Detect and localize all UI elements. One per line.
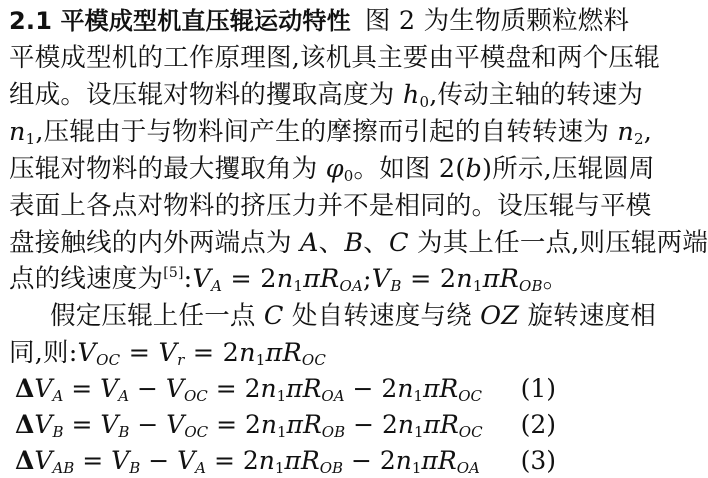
math-sub: OC	[458, 423, 483, 441]
citation-ref: [5]	[163, 265, 184, 281]
math-var: n	[258, 446, 275, 475]
body-text: 、	[363, 228, 389, 258]
math-sub: 0	[419, 93, 430, 111]
body-text: 图 2 为生物质颗粒燃料	[364, 6, 630, 36]
math-sub: OB	[518, 277, 543, 295]
equation-number: (1)	[520, 374, 556, 403]
body-text: 、	[318, 228, 345, 258]
body-line	[9, 226, 708, 260]
math-sub: OA	[321, 387, 345, 405]
math-sub: OC	[301, 351, 327, 369]
math-sub: 1	[293, 277, 304, 295]
math-var: πR	[265, 338, 302, 368]
body-text: 为其上任一点,则压辊两端	[408, 228, 708, 258]
math-sub: OC	[184, 423, 209, 441]
math-var: V	[100, 374, 119, 403]
equation-3	[15, 444, 590, 478]
math-op: = 2	[207, 374, 261, 403]
body-text: 假定压辊上任一点	[50, 301, 264, 331]
body-line	[9, 41, 660, 75]
math-var: n	[456, 264, 473, 294]
body-line	[50, 299, 656, 333]
math-op: =	[63, 410, 101, 439]
math-sub: B	[118, 423, 130, 441]
math-op: −	[140, 446, 178, 475]
math-var: n	[276, 264, 294, 294]
math-sub: A	[52, 387, 64, 405]
math-sub: A	[211, 277, 223, 295]
math-var: b	[465, 154, 483, 184]
math-var: n	[239, 338, 256, 368]
body-text: 盘接触线的内外两端点为	[9, 228, 301, 258]
section-heading-line	[9, 4, 630, 38]
math-var: n	[617, 117, 635, 147]
math-sub: OB	[321, 423, 346, 441]
body-text: 旋转速度相	[519, 301, 656, 331]
math-var: V	[34, 446, 53, 475]
equation-number: (3)	[520, 446, 556, 475]
math-var: h	[402, 80, 420, 110]
body-text: 表面上各点对物料的挤压力并不是相同的。设压辊与平模	[9, 191, 652, 221]
math-sub: 1	[274, 459, 285, 477]
math-op: = 2	[401, 264, 457, 294]
math-sub: OC	[96, 351, 121, 369]
math-var: n	[260, 410, 277, 439]
math-op: =	[63, 374, 101, 403]
math-var: n	[9, 117, 26, 147]
math-var: πR	[423, 410, 459, 439]
body-text: ;	[362, 264, 372, 294]
math-op: = 2	[184, 338, 240, 368]
equation-1	[15, 372, 590, 406]
math-sub: 1	[255, 351, 266, 369]
math-sub: 1	[411, 459, 422, 477]
math-sub: 1	[276, 423, 287, 441]
math-sub: B	[390, 277, 402, 295]
math-op: = 2	[222, 264, 277, 294]
math-sub: B	[129, 459, 141, 477]
math-sub: OA	[456, 459, 480, 477]
math-var: n	[397, 374, 414, 403]
math-var: V	[166, 410, 185, 439]
math-sub: 1	[413, 423, 424, 441]
math-var: n	[395, 446, 412, 475]
equation-2	[15, 408, 590, 442]
body-text: 压辊对物料的最大攫取角为	[9, 154, 326, 184]
equation-number: (2)	[520, 410, 556, 439]
math-op: − 2	[344, 374, 398, 403]
body-line	[9, 152, 655, 186]
body-line	[9, 262, 593, 296]
body-text: 。如图 2(	[353, 154, 466, 184]
section-number: 2.1	[9, 7, 53, 35]
body-line	[9, 78, 644, 112]
math-sub: 1	[413, 387, 423, 405]
body-line	[9, 189, 652, 223]
math-sub: B	[52, 423, 64, 441]
body-text: 平模成型机的工作原理图,该机具主要由平模盘和两个压辊	[9, 43, 660, 73]
body-line	[9, 115, 653, 149]
math-delta: Δ	[15, 410, 35, 439]
math-var: V	[77, 338, 97, 368]
math-var: πR	[303, 264, 340, 294]
math-op: − 2	[345, 410, 398, 439]
math-var: A	[300, 228, 319, 258]
math-sub: OB	[319, 459, 344, 477]
math-var: V	[177, 446, 196, 475]
math-var: φ	[325, 154, 344, 184]
math-var: V	[34, 410, 53, 439]
math-var: πR	[286, 374, 322, 403]
math-sub: AB	[52, 459, 75, 477]
math-sub: A	[195, 459, 207, 477]
body-text: 组成。设压辊对物料的攫取高度为	[9, 80, 403, 110]
math-sub: OC	[458, 387, 483, 405]
math-var: V	[165, 374, 184, 403]
math-sub: r	[177, 351, 185, 369]
body-text: ,	[643, 117, 653, 147]
math-var: B	[344, 228, 364, 258]
math-var: n	[260, 374, 277, 403]
math-var: V	[111, 446, 130, 475]
body-text: )所示,压辊圆周	[482, 154, 655, 184]
math-delta: Δ	[15, 446, 35, 475]
math-var: V	[192, 264, 212, 294]
math-var: πR	[421, 446, 457, 475]
math-op: −	[129, 410, 167, 439]
body-line	[9, 336, 593, 370]
math-op: =	[120, 338, 159, 368]
math-op: = 2	[208, 410, 261, 439]
math-op: − 2	[343, 446, 396, 475]
math-var: V	[34, 374, 53, 403]
body-text: ,压辊由于与物料间产生的摩擦而引起的自转转速为	[35, 117, 618, 147]
math-var: πR	[422, 374, 459, 403]
math-sub: 0	[343, 167, 354, 185]
body-text: 。	[542, 264, 569, 294]
math-sub: 2	[634, 130, 644, 148]
math-sub: 1	[276, 387, 287, 405]
math-sub: A	[118, 387, 130, 405]
body-text: ,传动主轴的转速为	[429, 80, 644, 110]
math-op: = 2	[206, 446, 259, 475]
math-var: n	[397, 410, 414, 439]
math-sub: 1	[472, 277, 483, 295]
math-var: πR	[286, 410, 322, 439]
math-op: =	[74, 446, 112, 475]
body-text: 处自转速度与绕	[283, 301, 481, 331]
math-var: C	[263, 301, 284, 331]
math-var: V	[371, 264, 391, 294]
math-var: V	[100, 410, 119, 439]
section-title: 平模成型机直压辊运动特性	[60, 7, 351, 35]
math-var: πR	[482, 264, 519, 294]
math-var: V	[158, 338, 178, 368]
math-delta: Δ	[15, 374, 35, 403]
math-var: πR	[284, 446, 320, 475]
body-text: :	[183, 264, 193, 294]
math-sub: OA	[339, 277, 363, 295]
math-sub: OC	[183, 387, 208, 405]
math-op: −	[129, 374, 166, 403]
math-var: OZ	[480, 301, 520, 331]
math-var: C	[389, 228, 409, 258]
body-text: 同,则:	[9, 338, 78, 368]
body-text: 点的线速度为	[9, 264, 164, 294]
math-sub: 1	[25, 130, 36, 148]
